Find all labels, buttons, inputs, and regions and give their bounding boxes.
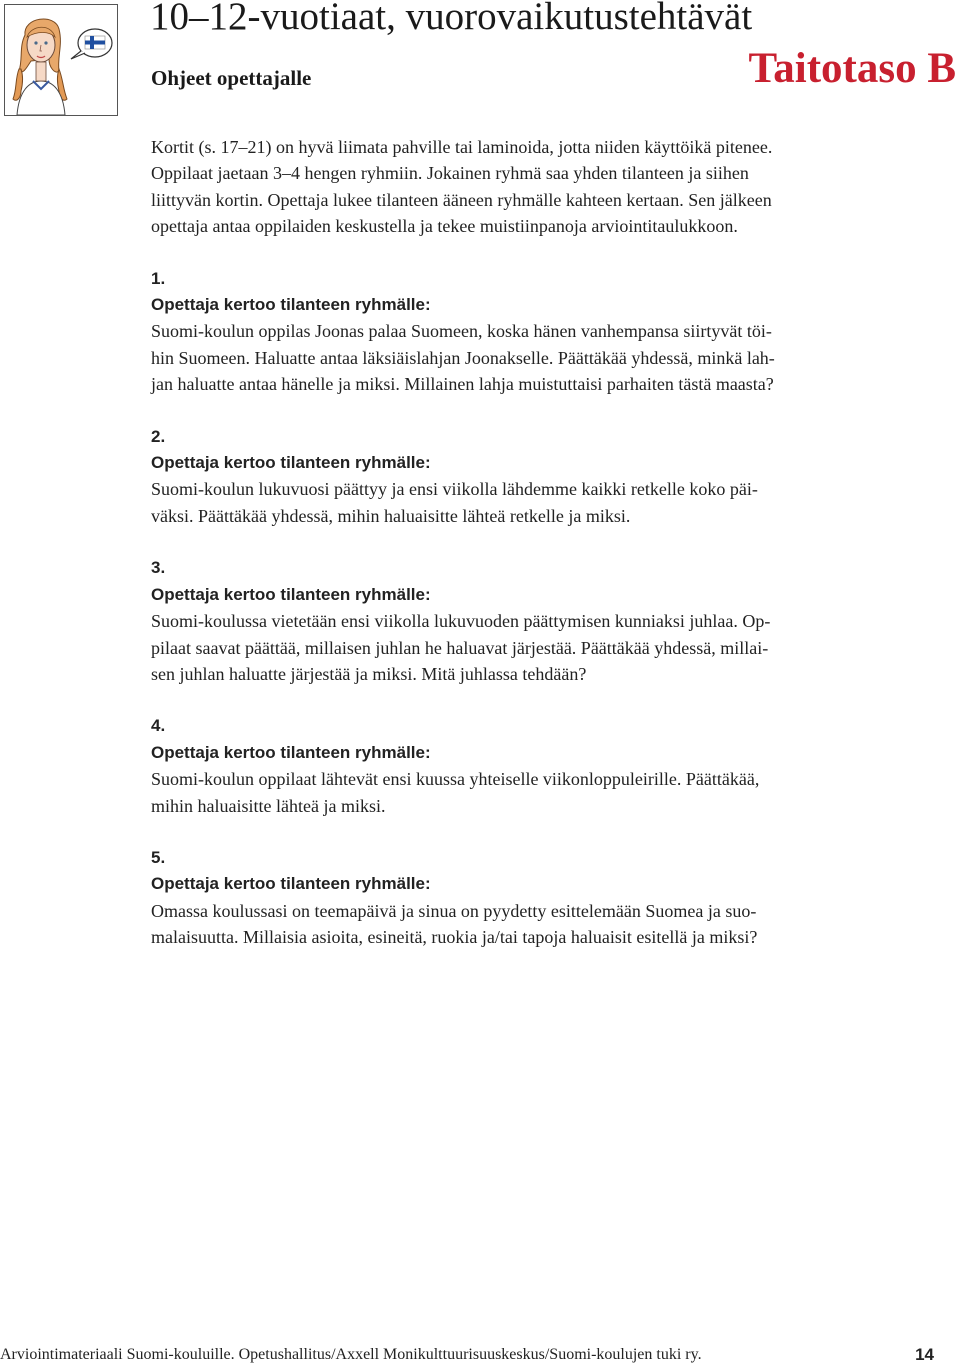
task-heading: Opettaja kertoo tilanteen ryhmälle: xyxy=(151,295,431,315)
task-line: Suomi-koulun lukuvuosi päättyy ja ensi viikolla lähdemme kaikki retkelle koko päi- xyxy=(151,479,758,500)
task-heading: Opettaja kertoo tilanteen ryhmälle: xyxy=(151,584,431,604)
task-line: mihin haluaisitte lähteä ja miksi. xyxy=(151,795,386,816)
left-eye xyxy=(34,41,37,44)
task-line: Suomi-koulun oppilas Joonas palaa Suomeen, koska hänen vanhempansa siirtyvät töi- xyxy=(151,321,772,342)
task-heading: Opettaja kertoo tilanteen ryhmälle: xyxy=(151,742,431,762)
task-heading: Opettaja kertoo tilanteen ryhmälle: xyxy=(151,874,431,894)
page-subtitle: Ohjeet opettajalle xyxy=(151,66,312,90)
task-line: Suomi-koulun oppilaat lähtevät ensi kuussa yhteiselle viikonloppuleirille. Päättäkää, xyxy=(151,769,760,790)
task-1 xyxy=(151,266,951,398)
page-title: 10–12-vuotiaat, vuorovaikutustehtävät xyxy=(150,0,753,38)
main-content xyxy=(151,134,951,951)
right-eye xyxy=(44,41,47,44)
task-line: Omassa koulussasi on teemapäivä ja sinua on pyydetty esittelemään Suomea ja suo- xyxy=(151,900,757,921)
task-4 xyxy=(151,713,951,819)
task-line: sen juhlan haluatte järjestää ja miksi. Mitä juhlassa tehdään? xyxy=(151,663,587,684)
skill-level-label: Taitotaso B xyxy=(748,45,956,92)
task-heading: Opettaja kertoo tilanteen ryhmälle: xyxy=(151,453,431,473)
footer-credits: Arviointimateriaali Suomi-kouluille. Opetushallitus/Axxell Monikulttuurisuuskeskus/Suomi-koulujen tuki ry. xyxy=(0,1346,702,1363)
finnish-flag-icon xyxy=(85,36,105,49)
task-2 xyxy=(151,424,951,530)
intro-line: Oppilaat jaetaan 3–4 hengen ryhmiin. Jokainen ryhmä saa yhden tilanteen ja siihen xyxy=(151,163,749,184)
task-number: 4. xyxy=(151,716,166,736)
task-line: väksi. Päättäkää yhdessä, mihin haluaisitte lähteä retkelle ja miksi. xyxy=(151,505,631,526)
girl-with-flag-illustration xyxy=(4,4,118,116)
intro-line: liittyvän kortin. Opettaja lukee tilanteen ääneen ryhmälle kahteen kertaan. Sen jälkeen xyxy=(151,189,772,210)
girl-illustration-svg xyxy=(5,5,117,115)
task-line: jan haluatte antaa hänelle ja miksi. Millainen lahja muistuttaisi parhaiten tästä maasta? xyxy=(151,374,774,395)
intro-paragraph xyxy=(151,134,951,240)
task-number: 5. xyxy=(151,847,166,867)
task-3 xyxy=(151,555,951,687)
task-line: Suomi-koulussa vietetään ensi viikolla lukuvuoden päättymisen kunniaksi juhlaa. Op- xyxy=(151,611,771,632)
task-number: 1. xyxy=(151,268,166,288)
task-number: 3. xyxy=(151,558,166,578)
task-line: pilaat saavat päättää, millaisen juhlan he haluavat järjestää. Päättäkää yhdessä, millai- xyxy=(151,637,769,658)
task-number: 2. xyxy=(151,426,166,446)
task-line: malaisuutta. Millaisia asioita, esineitä, ruokia ja/tai tapoja haluaisit esitellä ja miksi? xyxy=(151,927,758,948)
intro-line: opettaja antaa oppilaiden keskustella ja tekee muistiinpanoja arviointitaulukkoon. xyxy=(151,216,738,237)
page-footer xyxy=(0,1342,960,1368)
page-number: 14 xyxy=(915,1345,934,1364)
task-5 xyxy=(151,845,951,951)
task-line: hin Suomeen. Haluatte antaa läksiäislahjan Joonakselle. Päättäkää yhdessä, minkä lah- xyxy=(151,347,775,368)
intro-line: Kortit (s. 17–21) on hyvä liimata pahville tai laminoida, jotta niiden käyttöikä pitenee. xyxy=(151,137,773,157)
